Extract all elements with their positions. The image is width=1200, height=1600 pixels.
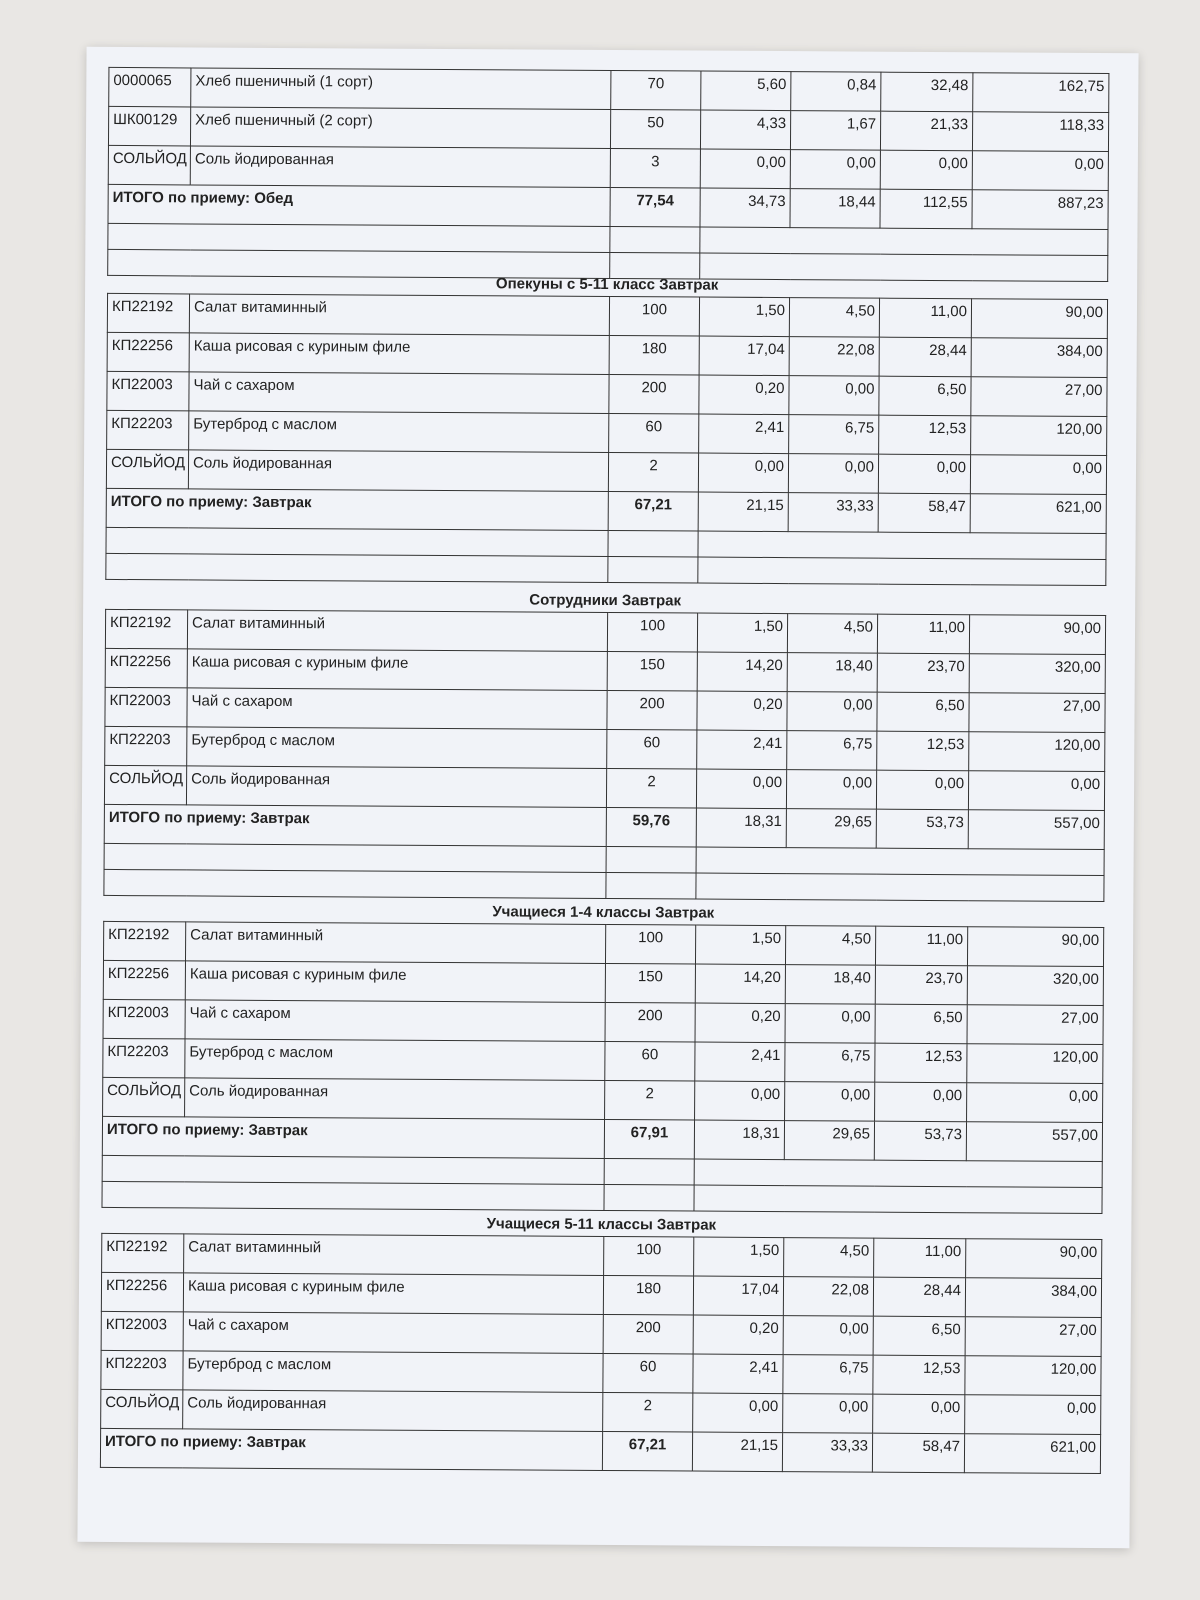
total-fat: 18,44 <box>790 189 880 229</box>
total-protein: 34,73 <box>700 188 790 228</box>
item-protein: 14,20 <box>695 964 785 1004</box>
item-fat: 4,50 <box>787 614 877 654</box>
total-label: ИТОГО по приему: Завтрак <box>104 804 606 846</box>
item-kcal: 320,00 <box>969 654 1105 694</box>
item-kcal: 27,00 <box>967 1005 1103 1045</box>
total-price: 67,21 <box>608 491 698 531</box>
table-row <box>101 1272 1101 1317</box>
total-protein: 21,15 <box>692 1432 782 1472</box>
item-protein: 1,50 <box>694 1237 784 1277</box>
item-fat: 6,75 <box>789 415 879 455</box>
item-kcal: 384,00 <box>965 1278 1101 1318</box>
item-protein: 2,41 <box>693 1354 783 1394</box>
item-protein: 0,00 <box>700 149 790 189</box>
item-weight: 3 <box>610 149 700 189</box>
item-kcal: 90,00 <box>969 615 1105 655</box>
item-protein: 0,20 <box>697 691 787 731</box>
item-code: КП22192 <box>102 1233 184 1273</box>
item-carbs: 23,70 <box>875 965 967 1005</box>
item-code: КП22256 <box>103 960 185 1000</box>
meal-block-staff <box>103 587 1105 902</box>
table-row <box>103 921 1103 966</box>
total-label: ИТОГО по приему: Обед <box>108 184 610 226</box>
item-carbs: 6,50 <box>873 1316 965 1356</box>
item-weight: 100 <box>605 924 695 964</box>
item-kcal: 120,00 <box>969 732 1105 772</box>
item-carbs: 11,00 <box>874 1238 966 1278</box>
item-protein: 1,50 <box>699 297 789 337</box>
total-fat: 29,65 <box>786 809 876 849</box>
item-kcal: 27,00 <box>969 693 1105 733</box>
item-carbs: 0,00 <box>875 1082 967 1122</box>
item-weight: 60 <box>603 1353 693 1393</box>
item-protein: 0,00 <box>698 453 788 493</box>
item-weight: 60 <box>609 413 699 453</box>
item-weight: 60 <box>607 729 697 769</box>
total-kcal: 621,00 <box>970 494 1106 534</box>
total-price: 67,21 <box>602 1431 692 1471</box>
table-row <box>103 960 1103 1005</box>
item-fat: 0,00 <box>790 150 880 190</box>
item-carbs: 0,00 <box>873 1394 965 1434</box>
item-carbs: 11,00 <box>879 298 971 338</box>
table-row <box>105 648 1105 693</box>
item-carbs: 32,48 <box>881 72 973 112</box>
item-carbs: 0,00 <box>878 454 970 494</box>
item-carbs: 12,53 <box>875 1043 967 1083</box>
total-protein: 18,31 <box>694 1120 784 1160</box>
table-row <box>109 67 1109 112</box>
item-kcal: 120,00 <box>971 416 1107 456</box>
section-title: Опекуны с 5-11 класс Завтрак <box>495 275 719 294</box>
item-name: Салат витаминный <box>184 1234 604 1276</box>
item-protein: 0,20 <box>699 375 789 415</box>
item-name: Каша рисовая с куриным филе <box>189 333 609 375</box>
item-carbs: 28,44 <box>879 337 971 377</box>
item-protein: 17,04 <box>693 1276 783 1316</box>
item-name: Соль йодированная <box>188 450 608 492</box>
blank-row <box>106 553 1106 585</box>
item-kcal: 27,00 <box>971 377 1107 417</box>
item-carbs: 0,00 <box>876 770 968 810</box>
item-fat: 1,67 <box>790 111 880 151</box>
item-carbs: 6,50 <box>877 692 969 732</box>
item-name: Каша рисовая с куриным филе <box>187 649 607 691</box>
item-protein: 0,00 <box>695 1081 785 1121</box>
item-name: Салат витаминный <box>187 610 607 652</box>
table-row <box>103 999 1103 1044</box>
item-name: Бутерброд с маслом <box>185 1039 605 1081</box>
item-protein: 2,41 <box>699 414 789 454</box>
item-fat: 4,50 <box>789 298 879 338</box>
meal-table <box>101 921 1104 1214</box>
item-fat: 6,75 <box>787 731 877 771</box>
section-title: Учащиеся 1-4 классы Завтрак <box>492 903 715 922</box>
total-row <box>102 1116 1102 1161</box>
item-kcal: 0,00 <box>965 1395 1101 1435</box>
item-kcal: 384,00 <box>971 338 1107 378</box>
item-weight: 200 <box>603 1314 693 1354</box>
item-code: СОЛЬЙОД <box>101 1389 183 1429</box>
item-code: СОЛЬЙОД <box>103 1077 185 1117</box>
item-name: Чай с сахаром <box>185 1000 605 1042</box>
item-weight: 200 <box>607 690 697 730</box>
item-code: СОЛЬЙОД <box>108 145 190 185</box>
item-protein: 17,04 <box>699 336 789 376</box>
item-name: Чай с сахаром <box>183 1312 603 1354</box>
item-kcal: 90,00 <box>967 927 1103 967</box>
meal-table <box>100 1233 1102 1474</box>
table-row <box>101 1389 1101 1434</box>
table-row <box>104 765 1104 810</box>
item-fat: 0,00 <box>785 1082 875 1122</box>
item-code: КП22192 <box>103 921 185 961</box>
meal-block-students-1-4 <box>101 899 1103 1214</box>
item-kcal: 320,00 <box>967 966 1103 1006</box>
item-weight: 180 <box>603 1275 693 1315</box>
item-name: Чай с сахаром <box>187 688 607 730</box>
item-code: КП22003 <box>107 371 189 411</box>
item-weight: 100 <box>609 297 699 337</box>
item-weight: 2 <box>605 1080 695 1120</box>
item-protein: 5,60 <box>701 71 791 111</box>
item-kcal: 120,00 <box>967 1044 1103 1084</box>
total-fat: 33,33 <box>782 1433 872 1473</box>
table-row <box>107 293 1107 338</box>
item-kcal: 0,00 <box>972 151 1108 191</box>
item-carbs: 21,33 <box>880 111 972 151</box>
total-protein: 21,15 <box>698 492 788 532</box>
item-fat: 6,75 <box>785 1043 875 1083</box>
item-carbs: 11,00 <box>877 614 969 654</box>
item-carbs: 12,53 <box>877 731 969 771</box>
item-weight: 50 <box>610 110 700 150</box>
item-weight: 180 <box>609 335 699 375</box>
item-weight: 100 <box>604 1236 694 1276</box>
item-name: Бутерброд с маслом <box>187 727 607 769</box>
table-row <box>108 145 1108 190</box>
item-carbs: 28,44 <box>873 1277 965 1317</box>
item-name: Салат витаминный <box>189 294 609 336</box>
item-code: КП22203 <box>103 1038 185 1078</box>
meal-block-lunch <box>107 67 1108 282</box>
item-name: Соль йодированная <box>185 1078 605 1120</box>
item-fat: 6,75 <box>783 1355 873 1395</box>
item-kcal: 0,00 <box>970 455 1106 495</box>
item-name: Бутерброд с маслом <box>183 1351 603 1393</box>
table-row <box>101 1350 1101 1395</box>
meal-table <box>105 293 1108 586</box>
total-protein: 18,31 <box>696 808 786 848</box>
table-row <box>107 332 1107 377</box>
item-fat: 22,08 <box>783 1277 873 1317</box>
item-fat: 18,40 <box>785 965 875 1005</box>
total-fat: 33,33 <box>788 493 878 533</box>
total-kcal: 557,00 <box>968 810 1104 850</box>
item-protein: 0,20 <box>693 1315 783 1355</box>
item-carbs: 23,70 <box>877 653 969 693</box>
total-row <box>106 488 1106 533</box>
item-code: КП22003 <box>103 999 185 1039</box>
total-label: ИТОГО по приему: Завтрак <box>106 488 608 530</box>
item-protein: 2,41 <box>695 1042 785 1082</box>
item-weight: 150 <box>605 963 695 1003</box>
table-row <box>105 726 1105 771</box>
item-fat: 22,08 <box>789 337 879 377</box>
total-price: 77,54 <box>610 188 700 228</box>
table-row <box>106 449 1106 494</box>
item-weight: 70 <box>611 71 701 111</box>
item-code: КП22256 <box>105 648 187 688</box>
item-fat: 0,00 <box>785 1004 875 1044</box>
item-weight: 200 <box>609 374 699 414</box>
table-row <box>108 106 1108 151</box>
item-protein: 14,20 <box>697 652 787 692</box>
blank-row <box>102 1181 1102 1213</box>
item-fat: 0,00 <box>789 376 879 416</box>
item-weight: 60 <box>605 1041 695 1081</box>
item-carbs: 12,53 <box>879 415 971 455</box>
item-code: КП22203 <box>107 410 189 450</box>
item-fat: 0,84 <box>791 72 881 112</box>
item-code: ШК00129 <box>108 106 190 146</box>
table-row <box>103 1038 1103 1083</box>
meal-block-guardians <box>105 271 1107 586</box>
table-row <box>107 371 1107 416</box>
total-carbs: 58,47 <box>872 1433 964 1473</box>
item-fat: 0,00 <box>786 770 876 810</box>
table-row <box>103 1077 1103 1122</box>
item-weight: 2 <box>608 452 698 492</box>
item-carbs: 0,00 <box>880 150 972 190</box>
item-protein: 0,20 <box>695 1003 785 1043</box>
menu-sheet <box>77 47 1138 1548</box>
item-carbs: 6,50 <box>879 376 971 416</box>
item-kcal: 0,00 <box>968 771 1104 811</box>
item-kcal: 120,00 <box>965 1356 1101 1396</box>
item-fat: 0,00 <box>788 454 878 494</box>
item-kcal: 90,00 <box>971 299 1107 339</box>
item-kcal: 90,00 <box>966 1239 1102 1279</box>
item-code: КП22203 <box>105 726 187 766</box>
item-code: КП22192 <box>105 609 187 649</box>
item-fat: 18,40 <box>787 653 877 693</box>
item-fat: 4,50 <box>784 1238 874 1278</box>
total-label: ИТОГО по приему: Завтрак <box>100 1428 602 1470</box>
total-carbs: 53,73 <box>876 809 968 849</box>
item-weight: 2 <box>606 768 696 808</box>
item-name: Соль йодированная <box>190 146 610 188</box>
table-row <box>105 609 1105 654</box>
total-row <box>100 1428 1100 1473</box>
item-fat: 0,00 <box>787 692 877 732</box>
blank-row <box>104 869 1104 901</box>
item-kcal: 27,00 <box>965 1317 1101 1357</box>
item-weight: 200 <box>605 1002 695 1042</box>
item-kcal: 162,75 <box>973 73 1109 113</box>
item-code: КП22256 <box>101 1272 183 1312</box>
item-name: Хлеб пшеничный (1 сорт) <box>191 68 611 110</box>
item-code: СОЛЬЙОД <box>104 765 186 805</box>
item-code: КП22256 <box>107 332 189 372</box>
total-row <box>104 804 1104 849</box>
total-kcal: 557,00 <box>966 1122 1102 1162</box>
item-carbs: 11,00 <box>875 926 967 966</box>
item-code: КП22192 <box>107 293 189 333</box>
item-name: Каша рисовая с куриным филе <box>183 1273 603 1315</box>
item-protein: 1,50 <box>695 925 785 965</box>
total-row <box>108 184 1108 229</box>
item-protein: 0,00 <box>693 1393 783 1433</box>
item-protein: 1,50 <box>697 613 787 653</box>
item-fat: 4,50 <box>785 926 875 966</box>
table-row <box>101 1311 1101 1356</box>
total-label: ИТОГО по приему: Завтрак <box>102 1116 604 1158</box>
item-protein: 4,33 <box>700 110 790 150</box>
section-title: Учащиеся 5-11 классы Завтрак <box>486 1215 717 1234</box>
item-kcal: 0,00 <box>967 1083 1103 1123</box>
item-protein: 2,41 <box>697 730 787 770</box>
total-carbs: 53,73 <box>874 1121 966 1161</box>
table-row <box>102 1233 1102 1278</box>
item-fat: 0,00 <box>783 1316 873 1356</box>
total-kcal: 621,00 <box>964 1434 1100 1474</box>
table-row <box>105 687 1105 732</box>
meal-table <box>103 609 1106 902</box>
item-protein: 0,00 <box>696 769 786 809</box>
item-code: КП22003 <box>105 687 187 727</box>
section-title: Сотрудники Завтрак <box>529 591 682 610</box>
item-name: Каша рисовая с куриным филе <box>185 961 605 1003</box>
table-row <box>107 410 1107 455</box>
meal-table <box>107 67 1109 282</box>
total-price: 67,91 <box>604 1119 694 1159</box>
item-weight: 150 <box>607 651 697 691</box>
item-weight: 2 <box>603 1392 693 1432</box>
total-price: 59,76 <box>606 807 696 847</box>
total-fat: 29,65 <box>784 1121 874 1161</box>
item-name: Чай с сахаром <box>189 372 609 414</box>
item-name: Соль йодированная <box>183 1390 603 1432</box>
item-name: Хлеб пшеничный (2 сорт) <box>190 107 610 149</box>
meal-block-students-5-11 <box>100 1211 1102 1474</box>
total-kcal: 887,23 <box>972 190 1108 230</box>
item-name: Салат витаминный <box>185 922 605 964</box>
item-carbs: 6,50 <box>875 1004 967 1044</box>
total-carbs: 58,47 <box>878 493 970 533</box>
item-name: Соль йодированная <box>186 766 606 808</box>
item-fat: 0,00 <box>783 1394 873 1434</box>
item-kcal: 118,33 <box>972 112 1108 152</box>
item-code: КП22003 <box>101 1311 183 1351</box>
item-code: КП22203 <box>101 1350 183 1390</box>
item-name: Бутерброд с маслом <box>189 411 609 453</box>
item-carbs: 12,53 <box>873 1355 965 1395</box>
item-code: СОЛЬЙОД <box>106 449 188 489</box>
item-weight: 100 <box>607 612 697 652</box>
item-code: 0000065 <box>109 67 191 107</box>
total-carbs: 112,55 <box>880 189 972 229</box>
